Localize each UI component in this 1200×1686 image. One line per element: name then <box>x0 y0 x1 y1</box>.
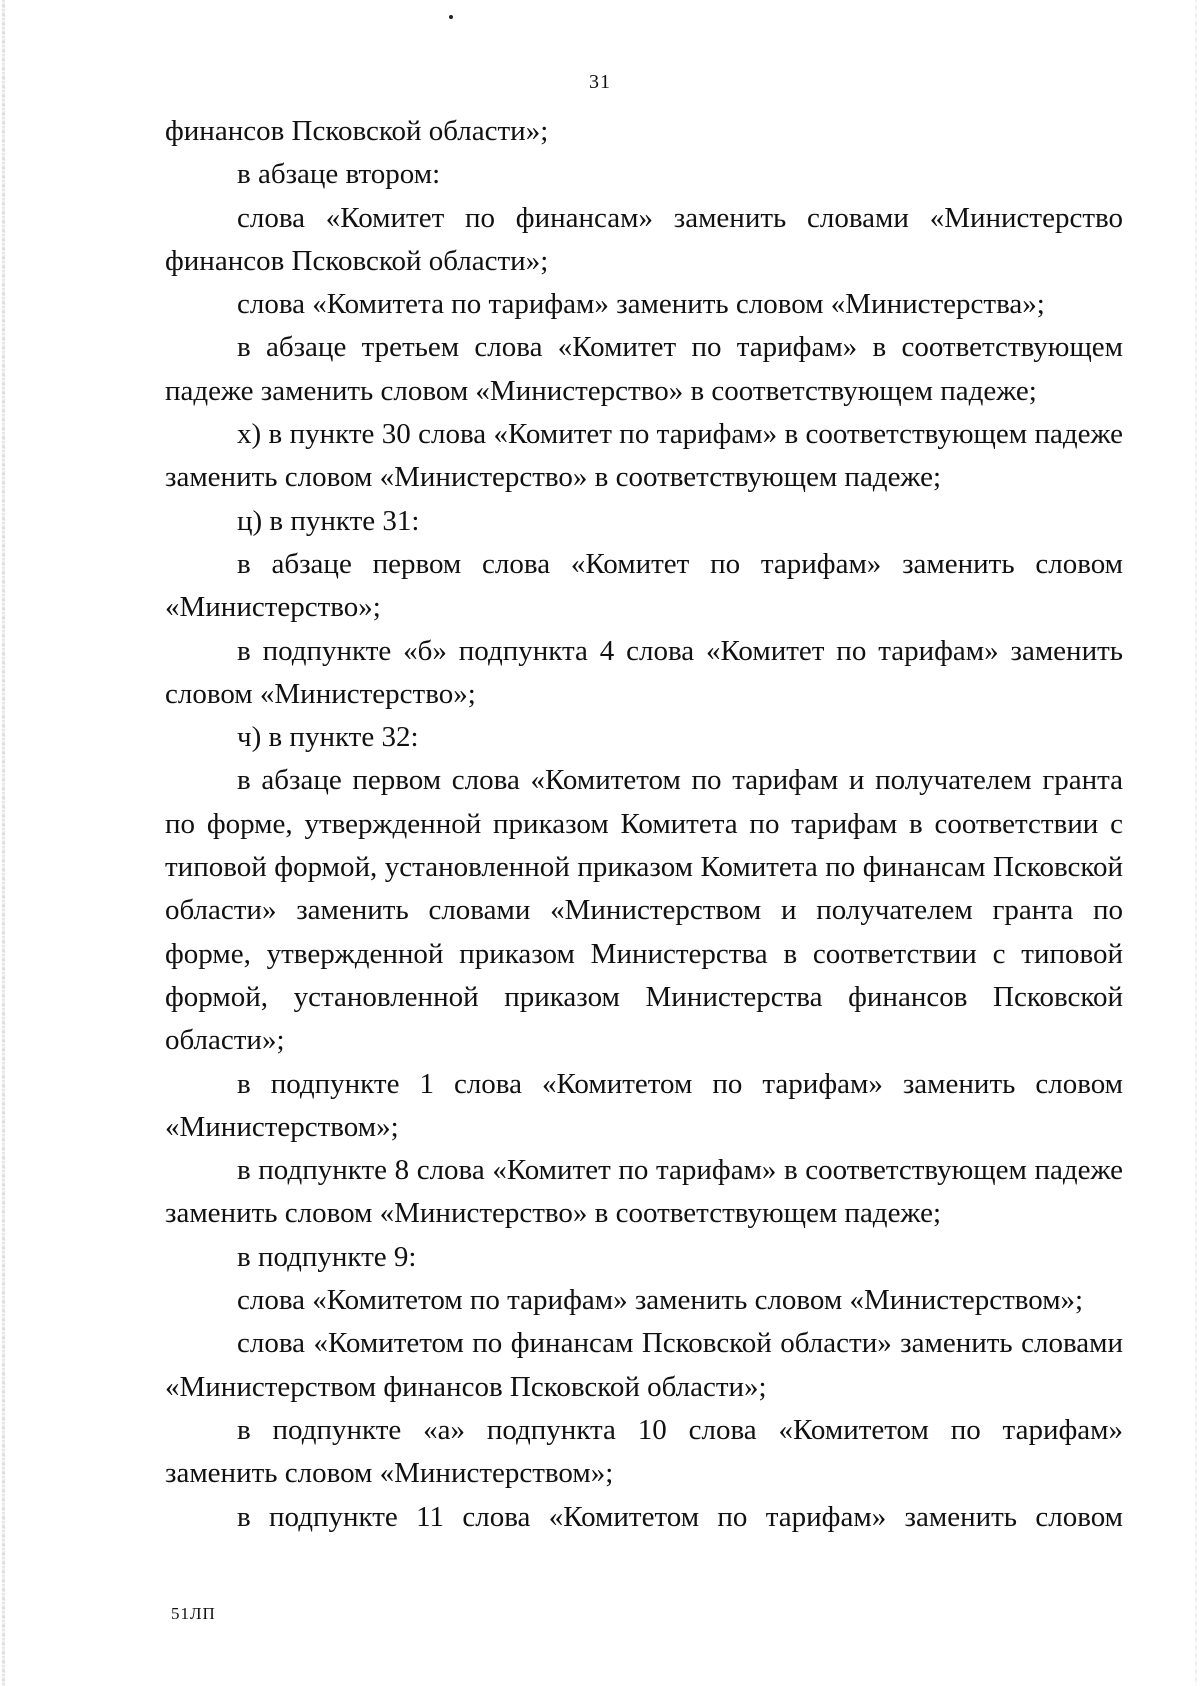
paragraph: слова «Комитета по тарифам» заменить словом «Министерства»; <box>237 288 1045 321</box>
paragraph: в подпункте «б» подпункта 4 слова «Комитет по тарифам» заменить словом «Министерство»; <box>165 634 1123 710</box>
paragraph: финансов Псковской области»; <box>165 115 549 147</box>
scan-right-edge <box>1195 0 1197 1686</box>
paragraph: в подпункте 8 слова «Комитет по тарифам» в соответствующем падеже заменить словом «Министерство» в соответствующем падеже; <box>165 1154 1123 1230</box>
paragraph: слова «Комитетом по финансам Псковской области» заменить словами «Министерством финансов Псковской области»; <box>165 1327 1123 1403</box>
paragraph: в абзаце первом слова «Комитет по тарифам» заменить словом «Министерство»; <box>165 547 1123 624</box>
paragraph: в абзаце третьем слова «Комитет по тарифам» в соответствующем падеже заменить словом «Министерство» в соответствующем падеже; <box>165 331 1123 407</box>
paragraph: в абзаце первом слова «Комитетом по тарифам и получателем гранта по форме, утвержденной приказом Комитета по тарифам в соответствии с типовой формой, установленной приказом Комитета по финансам Псковской области» заменить словами «Министерством и получателем гранта по форме, утвержденной приказом Министерства в соответствии с типовой формой, установленной приказом Министерства финансов Псковской области»; <box>165 764 1123 1057</box>
paragraph: в подпункте «а» подпункта 10 слова «Комитетом по тарифам» заменить словом «Министерством»; <box>165 1413 1123 1490</box>
paragraph: х) в пункте 30 слова «Комитет по тарифам» в соответствующем падеже заменить словом «Министерство» в соответствующем падеже; <box>165 418 1123 494</box>
paragraph: ц) в пункте 31: <box>237 504 420 537</box>
paragraph: слова «Комитет по финансам» заменить словами «Министерство финансов Псковской области»; <box>165 201 1123 277</box>
paragraph: в абзаце втором: <box>237 158 441 191</box>
page-number: 31 <box>589 71 611 93</box>
paragraph: в подпункте 9: <box>237 1240 417 1273</box>
footer-document-code: 51ЛП <box>171 1604 216 1623</box>
paragraph: в подпункте 11 слова «Комитетом по тарифам» заменить словом <box>237 1500 1123 1533</box>
paragraph: слова «Комитетом по тарифам» заменить словом «Министерством»; <box>237 1284 1084 1317</box>
paragraph: ч) в пункте 32: <box>237 721 419 754</box>
paragraph: в подпункте 1 слова «Комитетом по тарифам» заменить словом «Министерством»; <box>165 1067 1123 1143</box>
document-body <box>165 110 1123 1539</box>
scan-left-edge <box>2 0 5 1686</box>
scan-speck <box>449 15 453 19</box>
